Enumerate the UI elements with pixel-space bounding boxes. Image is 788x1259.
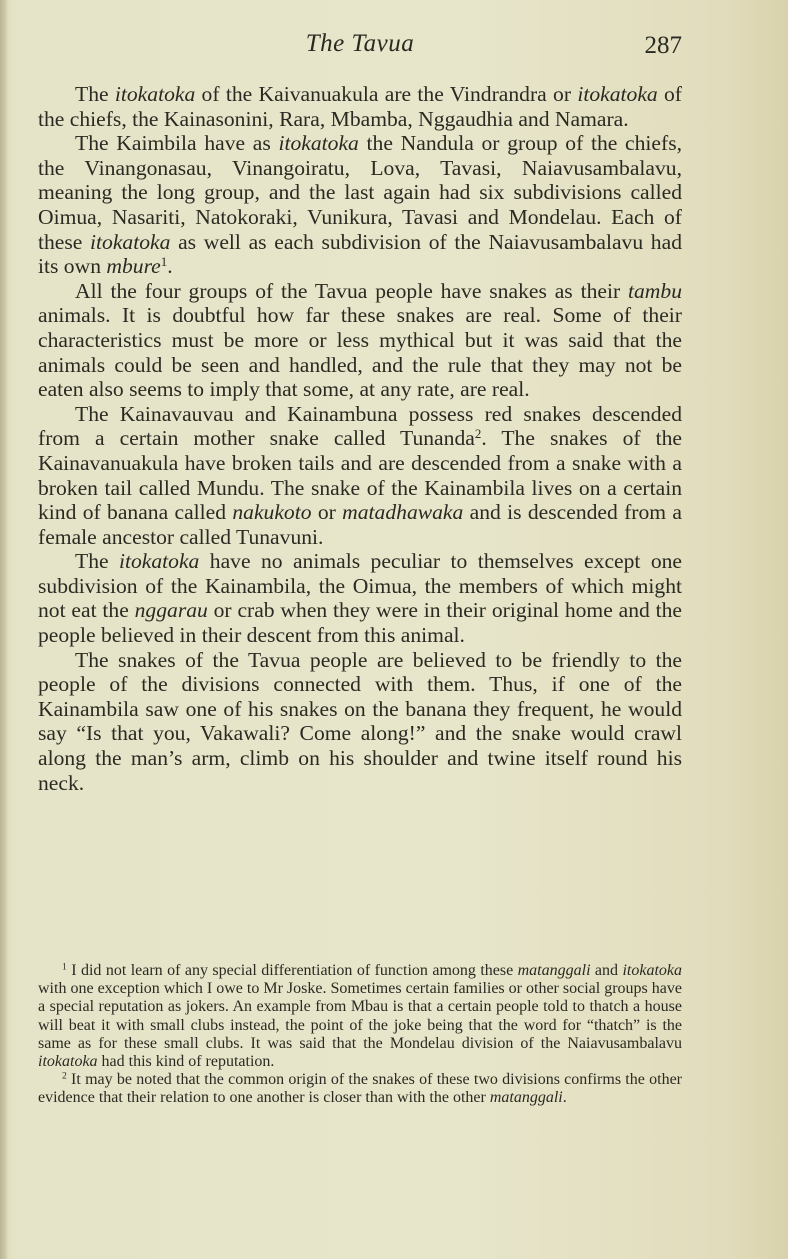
text-run: I did not learn of any special differentiation of function among these [66, 962, 518, 979]
italic-term: nakukoto [232, 500, 312, 525]
text-run: The Kainavauvau and Kainambuna possess red snakes descended from a certain mother snake called Tunanda [38, 401, 682, 451]
italic-term: itokatoka [119, 549, 200, 574]
italic-term: itokatoka [577, 82, 658, 106]
page-number: 287 [644, 32, 682, 59]
text-run: the Nandula or group of the chiefs, the Vinangonasau, Vinangoiratu, Lova, Tavasi, Naiavusambalavu, meaning the long group, and the last again had six subdivisions called Oimua, Nasariti, Natokoraki, Vunikura, Tavasi and Mondelau. Each of these [38, 131, 683, 254]
paragraph [38, 402, 682, 550]
italic-term: itokatoka [278, 131, 359, 156]
footnote-marker: 2 [474, 426, 482, 442]
text-run: The Kaimbila have as [75, 131, 279, 156]
text-run: animals. It is doubtful how far these snakes are real. Some of their characteristics must be more or less mythical but it was said that the animals could be seen and handled, and the rule that they may not be eaten also seems to imply that some, at any rate, are real. [38, 303, 682, 402]
page-header [38, 30, 682, 70]
italic-term: mbure [106, 254, 161, 279]
italic-term: tambu [628, 278, 682, 303]
text-run: with one exception which I owe to Mr Joske. Sometimes certain families or other social groups have a special reputation as jokers. An example from Mbau is that a certain people told to thatch a house will beat it with small clubs instead, the point of the joke being that the word for “thatch” is the same as for these small clubs. It was said that the Mondelau division of the Naiavusambalavu [38, 980, 682, 1052]
text-run: . [167, 254, 173, 279]
paragraph [38, 648, 682, 796]
italic-term: itokatoka [90, 229, 171, 254]
text-run: as well as each subdivision of the Naiavusambalavu had its own [38, 229, 682, 279]
paragraph [38, 279, 682, 402]
text-run: have no animals peculiar to themselves except one subdivision of the Kainambila, the Oimua, the members of which might not eat the [38, 549, 682, 623]
italic-term: matanggali [517, 962, 591, 979]
text-run: . [562, 1089, 567, 1107]
footnote-marker: 2 [62, 1070, 67, 1082]
text-run: and [590, 962, 623, 979]
footnote-marker: 1 [62, 961, 67, 973]
text-run: The [75, 549, 119, 574]
italic-term: matanggali [489, 1089, 563, 1107]
paragraph [38, 549, 682, 647]
italic-term: matadhawaka [342, 500, 464, 525]
text-run: had this kind of reputation. [97, 1053, 275, 1071]
paragraph [38, 131, 682, 279]
footnotes [38, 962, 682, 1108]
body-text [38, 82, 682, 795]
text-run: It may be noted that the common origin of the snakes of these two divisions confirms the other evidence that their relation to one another is closer than with the other [38, 1071, 682, 1107]
italic-term: itokatoka [622, 962, 683, 979]
page-binding-edge [0, 0, 8, 1259]
text-run: and is descended from a female ancestor called Tunavuni. [38, 500, 682, 549]
footnote-1 [38, 962, 682, 1071]
text-run: or [311, 500, 343, 525]
italic-term: nggarau [134, 598, 208, 623]
text-run: All the four groups of the Tavua people have snakes as their [75, 278, 629, 303]
footnote-marker: 1 [160, 254, 168, 270]
text-run: of the Kaivanuakula are the Vindrandra or [195, 82, 578, 106]
italic-term: itokatoka [114, 82, 196, 106]
italic-term: itokatoka [38, 1053, 98, 1071]
text-run: The [75, 82, 115, 106]
text-run: . The snakes of the Kainavanuakula have broken tails and are descended from a snake with a broken tail called Mundu. The snake of the Kainambila lives on a certain kind of banana called [38, 426, 682, 525]
footnote-2 [38, 1071, 682, 1107]
text-run: The snakes of the Tavua people are believed to be friendly to the people of the divisions connected with them. Thus, if one of the Kainambila saw one of his snakes on the banana they frequent, he would say “Is that you, Vakawali? Come along!” and the snake would crawl along the man’s arm, climb on his shoulder and twine itself round his neck. [38, 647, 682, 795]
running-title: The Tavua [305, 30, 415, 57]
paragraph [38, 82, 682, 131]
text-run: of the chiefs, the Kainasonini, Rara, Mbamba, Nggaudhia and Namara. [38, 82, 682, 131]
text-run: or crab when they were in their original home and the people believed in their descent from this animal. [38, 598, 682, 648]
